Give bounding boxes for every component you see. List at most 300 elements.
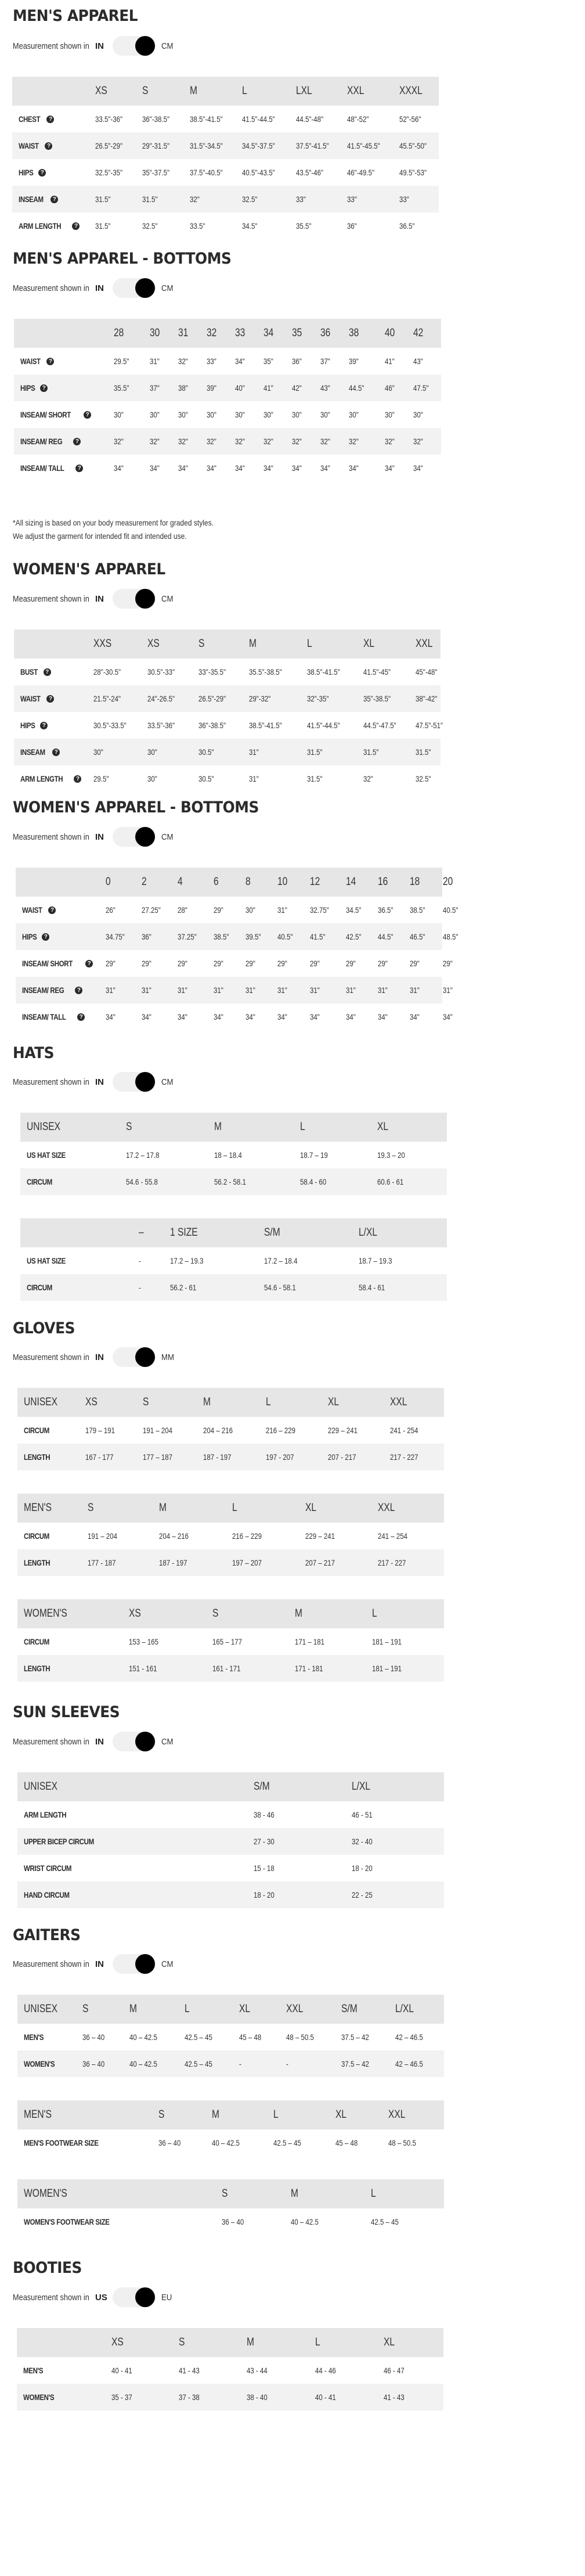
help-icon[interactable]: ?: [46, 116, 54, 123]
value-cell: 60.6 - 61: [377, 1177, 404, 1186]
value-cell: 32": [263, 437, 273, 446]
value-cell: 161 - 171: [212, 1664, 241, 1673]
value-cell: 171 - 181: [295, 1664, 323, 1673]
row-label-cell: [20, 348, 54, 375]
unit-option-b[interactable]: CM: [161, 832, 174, 842]
value-cell: 43": [320, 383, 330, 393]
row-label: MEN'S: [24, 2032, 44, 2042]
row-label: LENGTH: [24, 1558, 50, 1567]
toggle-knob: [135, 1072, 155, 1092]
value-cell: 34.5": [242, 221, 258, 231]
value-cell: 56.2 - 58.1: [214, 1177, 246, 1186]
help-icon[interactable]: ?: [75, 465, 83, 472]
column-header: S/M: [341, 2003, 358, 2015]
table-row: [17, 1523, 444, 1549]
value-cell: 31": [346, 985, 356, 995]
value-cell: 39": [207, 383, 216, 393]
table-header-row: [17, 1599, 444, 1628]
value-cell: 181 – 191: [372, 1664, 402, 1673]
value-cell: 33": [347, 195, 357, 204]
column-header: M: [203, 1396, 211, 1408]
unit-toggle-switch[interactable]: [113, 2287, 156, 2307]
value-cell: 15 - 18: [254, 1863, 275, 1873]
value-cell: 36"-38.5": [198, 721, 226, 730]
column-header: M: [214, 1121, 222, 1133]
value-cell: 18 - 20: [352, 1863, 373, 1873]
value-cell: 44.5"-47.5": [363, 721, 396, 730]
value-cell: 45 – 48: [239, 2032, 262, 2042]
table-row: [14, 712, 443, 739]
value-cell: 30": [235, 410, 245, 419]
value-cell: 41.5"-45": [363, 667, 391, 677]
row-label: WOMEN'S FOOTWEAR SIZE: [24, 2217, 110, 2226]
value-cell: 41": [385, 357, 395, 366]
value-cell: 38"-42": [416, 694, 438, 703]
table-row: [16, 977, 453, 1003]
value-cell: 42.5": [346, 932, 362, 941]
table-row: [12, 106, 439, 132]
help-icon[interactable]: ?: [40, 384, 48, 392]
unit-option-a[interactable]: IN: [95, 593, 104, 604]
column-header: L: [185, 2003, 190, 2015]
value-cell: 30": [147, 747, 157, 757]
size-table: [17, 1995, 444, 2077]
value-cell: 36 – 40: [158, 2138, 181, 2147]
unit-option-b[interactable]: EU: [161, 2292, 172, 2302]
value-cell: 30": [114, 410, 124, 419]
column-header: XXL: [378, 1502, 395, 1514]
value-cell: 32": [178, 437, 188, 446]
value-cell: 39": [349, 357, 359, 366]
value-cell: 37.5 – 42: [341, 2032, 369, 2042]
unit-option-a[interactable]: IN: [95, 1736, 104, 1747]
value-cell: 40 – 42.5: [129, 2059, 157, 2068]
value-cell: 54.6 - 58.1: [264, 1283, 296, 1292]
womens-apparel-title: WOMEN'S APPAREL: [13, 560, 165, 578]
value-cell: 34": [349, 463, 359, 473]
column-header: 34: [263, 327, 274, 339]
unit-option-b[interactable]: MM: [161, 1352, 174, 1362]
value-cell: 31": [378, 985, 388, 995]
table-row: [20, 1274, 447, 1301]
value-cell: 36": [347, 221, 357, 231]
value-cell: 40 – 42.5: [291, 2217, 319, 2226]
value-cell: 177 – 187: [143, 1452, 173, 1462]
value-cell: 31": [249, 747, 259, 757]
row-label-cell: [24, 1628, 55, 1655]
value-cell: 34": [378, 1012, 388, 1021]
column-header: 14: [346, 876, 356, 888]
value-cell: 34": [178, 1012, 187, 1021]
toggle-knob: [135, 1732, 155, 1751]
value-cell: 177 - 187: [88, 1558, 116, 1567]
size-table: [20, 1113, 447, 1195]
unit-option-b[interactable]: CM: [161, 1959, 174, 1969]
gloves-title: GLOVES: [13, 1319, 75, 1337]
table-row: [14, 685, 440, 712]
table-row: [12, 159, 439, 186]
row-label: HIPS: [20, 383, 35, 393]
unit-label: Measurement shown in: [13, 41, 89, 51]
row-label-cell: [24, 1417, 55, 1444]
value-cell: 32.75": [310, 905, 329, 915]
value-cell: 34": [214, 1012, 223, 1021]
row-label-cell: [24, 1828, 109, 1855]
row-label-cell: [20, 428, 81, 455]
value-cell: 40 – 42.5: [129, 2032, 157, 2042]
table-header-row: [17, 2100, 444, 2129]
value-cell: 47.5": [413, 383, 429, 393]
table-row: [17, 2208, 444, 2235]
table-row: [14, 455, 441, 481]
value-cell: 43": [413, 357, 423, 366]
table-row: [17, 2129, 444, 2156]
value-cell: 34": [292, 463, 302, 473]
row-label: CIRCUM: [24, 1426, 49, 1435]
value-cell: 35 - 37: [111, 2392, 132, 2402]
table-header-row: [14, 629, 440, 659]
table-corner-label: UNISEX: [24, 1396, 58, 1408]
value-cell: 34": [310, 1012, 320, 1021]
row-label: ARM LENGTH: [19, 221, 62, 231]
value-cell: 197 – 207: [232, 1558, 262, 1567]
table-row: [12, 132, 439, 159]
value-cell: 34": [263, 463, 273, 473]
row-label-cell: [20, 765, 81, 792]
row-label: INSEAM/ SHORT: [22, 959, 73, 968]
value-cell: 32": [363, 774, 373, 783]
unit-label: Measurement shown in: [13, 832, 89, 842]
row-label: BUST: [20, 667, 38, 677]
column-header: XXL: [347, 85, 364, 97]
help-icon[interactable]: ?: [46, 358, 54, 365]
value-cell: 17.2 – 17.8: [126, 1150, 160, 1160]
column-header: XXL: [388, 2109, 406, 2121]
value-cell: 171 – 181: [295, 1637, 325, 1646]
row-label-cell: [19, 213, 80, 239]
column-header: 40: [385, 327, 395, 339]
value-cell: 216 – 229: [266, 1426, 296, 1435]
table-row: [20, 1168, 447, 1195]
value-cell: 30": [263, 410, 273, 419]
row-label: WOMEN'S: [23, 2392, 55, 2402]
column-header: M: [190, 85, 197, 97]
value-cell: 36.5": [399, 221, 415, 231]
value-cell: 31": [214, 985, 223, 995]
value-cell: 29": [178, 959, 187, 968]
table-row: [17, 1549, 444, 1576]
column-header: S: [126, 1121, 132, 1133]
help-icon[interactable]: ?: [45, 142, 52, 150]
row-label: HIPS: [22, 932, 37, 941]
value-cell: 30.5"-33": [147, 667, 175, 677]
row-label: LENGTH: [24, 1452, 50, 1462]
value-cell: 35.5"-38.5": [249, 667, 282, 677]
help-icon[interactable]: ?: [38, 169, 46, 177]
table-row: [17, 1828, 444, 1855]
row-label: MEN'S FOOTWEAR SIZE: [24, 2138, 99, 2147]
table-header-row: [16, 868, 453, 897]
unit-toggle-switch[interactable]: [113, 36, 156, 56]
unit-option-b[interactable]: CM: [161, 593, 174, 604]
toggle-knob: [135, 36, 155, 56]
value-cell: 32": [320, 437, 330, 446]
column-header: 16: [378, 876, 388, 888]
row-label-cell: [22, 897, 56, 923]
table-corner-label: MEN'S: [24, 1502, 52, 1514]
value-cell: 30.5": [198, 747, 214, 757]
unit-toggle-switch[interactable]: [113, 1954, 156, 1974]
row-label: CIRCUM: [27, 1177, 52, 1186]
help-icon[interactable]: ?: [73, 438, 81, 445]
row-label: WAIST: [20, 694, 41, 703]
value-cell: 44.5": [349, 383, 364, 393]
value-cell: 32": [178, 357, 188, 366]
value-cell: 43 - 44: [247, 2366, 268, 2375]
help-icon[interactable]: ?: [84, 411, 91, 419]
unit-toggle-row: [13, 1732, 175, 1751]
column-header: 6: [214, 876, 219, 888]
value-cell: 34": [178, 463, 188, 473]
unit-toggle-switch[interactable]: [113, 1347, 156, 1367]
value-cell: 27 - 30: [254, 1837, 275, 1846]
unit-toggle-switch[interactable]: [113, 1072, 156, 1092]
unit-toggle-switch[interactable]: [113, 827, 156, 847]
value-cell: 36 – 40: [222, 2217, 244, 2226]
unit-option-a[interactable]: IN: [95, 832, 104, 842]
row-label-cell: [20, 455, 83, 481]
value-cell: 34": [413, 463, 423, 473]
value-cell: 56.2 - 61: [170, 1283, 197, 1292]
toggle-knob: [135, 1347, 155, 1367]
column-header: S/M: [254, 1780, 270, 1793]
unit-toggle-switch[interactable]: [113, 1732, 156, 1751]
value-cell: 34": [277, 1012, 287, 1021]
column-header: 1 SIZE: [170, 1226, 198, 1239]
unit-option-b[interactable]: CM: [161, 1077, 174, 1087]
value-cell: 32"-35": [307, 694, 329, 703]
value-cell: 29"-31.5": [142, 141, 170, 150]
unit-option-a[interactable]: IN: [95, 283, 104, 293]
help-icon[interactable]: ?: [50, 196, 58, 203]
help-icon[interactable]: ?: [48, 906, 56, 914]
value-cell: 45 – 48: [335, 2138, 358, 2147]
row-label: CIRCUM: [24, 1637, 49, 1646]
help-icon[interactable]: ?: [77, 1013, 85, 1021]
value-cell: 36"-38.5": [142, 114, 170, 124]
value-cell: 31": [277, 985, 287, 995]
column-header: 28: [114, 327, 124, 339]
value-cell: 33.5"-36": [95, 114, 123, 124]
column-header: XS: [147, 638, 160, 650]
unit-option-a[interactable]: IN: [95, 1959, 104, 1969]
column-header: M: [212, 2109, 219, 2121]
table-row: [17, 1855, 444, 1881]
value-cell: 29.5": [114, 357, 129, 366]
value-cell: 29": [443, 959, 453, 968]
unit-option-a[interactable]: US: [95, 2292, 107, 2302]
value-cell: 30": [147, 774, 157, 783]
table-header-row: [20, 1218, 447, 1247]
value-cell: 41.5"-44.5": [242, 114, 275, 124]
column-header: M: [129, 2003, 137, 2015]
value-cell: 42.5 – 45: [273, 2138, 301, 2147]
value-cell: 38.5"-41.5": [307, 667, 340, 677]
row-label: ARM LENGTH: [20, 774, 63, 783]
table-row: [17, 2050, 444, 2077]
row-label: US HAT SIZE: [27, 1256, 66, 1265]
value-cell: 30": [150, 410, 160, 419]
size-table: [17, 2100, 444, 2156]
size-table: [17, 2179, 444, 2235]
value-cell: 34": [385, 463, 395, 473]
table-header-row: [17, 1772, 444, 1801]
value-cell: 19.3 – 20: [377, 1150, 405, 1160]
row-label: US HAT SIZE: [27, 1150, 66, 1160]
column-header: XS: [129, 1607, 141, 1620]
size-table: [12, 77, 439, 239]
sizing-note-line-2: We adjust the garment for intended fit and intended use.: [13, 531, 187, 541]
unit-toggle-row: [13, 2287, 174, 2307]
value-cell: 41 - 43: [384, 2392, 405, 2402]
column-header: S: [179, 2336, 185, 2348]
row-label-cell: [20, 712, 48, 739]
unit-option-a[interactable]: IN: [95, 1077, 104, 1087]
unit-option-a[interactable]: IN: [95, 41, 104, 51]
value-cell: 36": [142, 932, 151, 941]
value-cell: 30": [207, 410, 216, 419]
value-cell: 48.5": [443, 932, 458, 941]
value-cell: 31.5": [95, 195, 111, 204]
value-cell: 38 - 40: [247, 2392, 268, 2402]
mens-apparel-title: MEN'S APPAREL: [13, 7, 138, 25]
value-cell: 36": [292, 357, 302, 366]
column-header: L: [232, 1502, 237, 1514]
value-cell: 29": [346, 959, 356, 968]
value-cell: 58.4 - 60: [300, 1177, 327, 1186]
help-icon[interactable]: ?: [75, 987, 82, 994]
value-cell: -: [139, 1256, 141, 1265]
row-label-cell: [24, 1655, 56, 1682]
value-cell: 37": [150, 383, 160, 393]
size-table: [17, 1599, 444, 1682]
row-label-cell: [24, 1523, 55, 1549]
value-cell: 30.5": [198, 774, 214, 783]
help-icon[interactable]: ?: [52, 749, 60, 756]
value-cell: 46.5": [410, 932, 425, 941]
sun-sleeves-title: SUN SLEEVES: [13, 1703, 120, 1721]
value-cell: 29": [245, 959, 255, 968]
value-cell: 34": [346, 1012, 356, 1021]
column-header: XXS: [93, 638, 112, 650]
help-icon[interactable]: ?: [85, 960, 93, 967]
value-cell: 37.5 – 42: [341, 2059, 369, 2068]
table-row: [16, 897, 458, 923]
toggle-knob: [135, 278, 155, 298]
value-cell: 48 – 50.5: [286, 2032, 314, 2042]
value-cell: -: [239, 2059, 241, 2068]
value-cell: 18 - 20: [254, 1890, 275, 1899]
column-header: 35: [292, 327, 302, 339]
value-cell: 33": [207, 357, 216, 366]
column-header: XXXL: [399, 85, 423, 97]
column-header: L: [300, 1121, 305, 1133]
value-cell: 32.5": [242, 195, 258, 204]
unit-option-a[interactable]: IN: [95, 1352, 104, 1362]
value-cell: 36.5": [378, 905, 393, 915]
column-header: 42: [413, 327, 424, 339]
table-row: [20, 1142, 447, 1168]
row-label: MEN'S: [23, 2366, 44, 2375]
unit-toggle-row: [13, 1347, 176, 1367]
row-label: HAND CIRCUM: [24, 1890, 70, 1899]
row-label-cell: [22, 923, 49, 950]
unit-toggle-row: [13, 278, 175, 298]
unit-option-b[interactable]: CM: [161, 1736, 174, 1747]
unit-toggle-switch[interactable]: [113, 589, 156, 609]
column-header: L: [273, 2109, 279, 2121]
value-cell: 18.7 – 19.3: [359, 1256, 392, 1265]
value-cell: 17.2 – 19.3: [170, 1256, 204, 1265]
value-cell: 42": [292, 383, 302, 393]
unit-option-b[interactable]: CM: [161, 283, 174, 293]
row-label: INSEAM/ REG: [20, 437, 63, 446]
sizing-note-line-1: *All sizing is based on your body measurement for graded styles.: [13, 518, 214, 527]
value-cell: 241 – 254: [378, 1531, 408, 1541]
help-icon[interactable]: ?: [72, 222, 80, 230]
unit-toggle-row: [13, 827, 175, 847]
value-cell: 34": [443, 1012, 453, 1021]
row-label-cell: [19, 159, 46, 186]
value-cell: 54.6 - 55.8: [126, 1177, 158, 1186]
size-table: [16, 868, 458, 1030]
help-icon[interactable]: ?: [40, 722, 48, 729]
value-cell: 34": [114, 463, 124, 473]
value-cell: 34": [235, 463, 245, 473]
help-icon[interactable]: ?: [44, 668, 51, 676]
value-cell: 40.5": [277, 932, 293, 941]
column-header: –: [139, 1226, 144, 1239]
row-label: INSEAM/ TALL: [22, 1012, 66, 1021]
table-corner-label: WOMEN'S: [24, 1607, 67, 1620]
value-cell: 47.5"-51": [416, 721, 443, 730]
value-cell: 43.5"-46": [296, 168, 324, 177]
help-icon[interactable]: ?: [46, 695, 54, 703]
size-table: [17, 1772, 444, 1908]
help-icon[interactable]: ?: [42, 933, 49, 941]
column-header: S: [82, 2003, 89, 2015]
column-header: S: [143, 1396, 149, 1408]
help-icon[interactable]: ?: [74, 775, 81, 783]
value-cell: 26.5"-29": [95, 141, 123, 150]
gaiters-title: GAITERS: [13, 1926, 81, 1944]
value-cell: 34": [150, 463, 160, 473]
unit-toggle-switch[interactable]: [113, 278, 156, 298]
row-label: WOMEN'S: [24, 2059, 55, 2068]
value-cell: 35.5": [296, 221, 312, 231]
unit-option-b[interactable]: CM: [161, 41, 174, 51]
value-cell: 34": [410, 1012, 420, 1021]
column-header: M: [247, 2336, 254, 2348]
value-cell: 41.5"-45.5": [347, 141, 380, 150]
unit-toggle-row: [13, 36, 175, 56]
size-table: [14, 319, 441, 481]
value-cell: 46 - 47: [384, 2366, 405, 2375]
column-header: XXL: [390, 1396, 407, 1408]
value-cell: 31.5"-34.5": [190, 141, 223, 150]
value-cell: 30": [292, 410, 302, 419]
value-cell: 40 - 41: [111, 2366, 132, 2375]
